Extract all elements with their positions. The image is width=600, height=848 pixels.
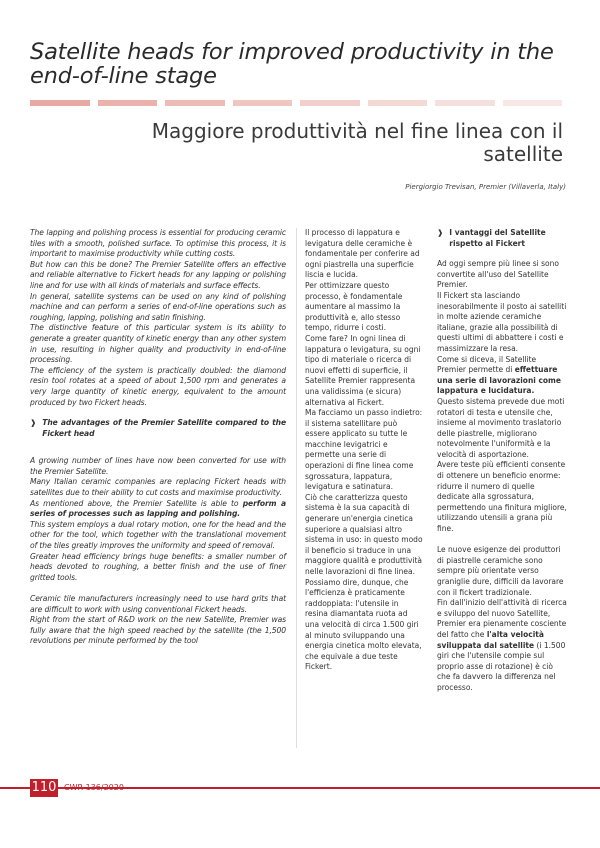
paragraph: Right from the start of R&D work on the new Satellite, Premier was fully aware that the high speed reached by the satellite (the 1,500 revolutions per minute performed by the tool [30, 615, 286, 646]
paragraph [30, 499, 286, 520]
text-run: As mentioned above, the Premier Satellite is able to [30, 498, 243, 508]
bold-text: effettuare una serie di lavorazioni come lappatura e lucidatura. [437, 365, 561, 396]
deco-segment [98, 100, 158, 106]
column-italian-2 [437, 228, 567, 694]
page-number: 110 [31, 780, 57, 795]
deco-segment [435, 100, 495, 106]
text-run: Come si diceva, il Satellite Premier permette di [437, 354, 537, 375]
column-english [30, 228, 286, 647]
paragraph: The lapping and polishing process is essential for producing ceramic tiles with a smooth, polished surface. To optimise this process, it is important to maximise productivity while cutting costs. [30, 228, 286, 259]
paragraph: Possiamo dire, dunque, che l'efficienza è praticamente raddoppiata: l'utensile in resina diamantata ruota ad una velocità di circa 1.500 giri al minuto sviluppando una energia cinetica molto elevata, che equivale a due teste Fickert. [305, 577, 422, 672]
bullet-icon: ❱ [30, 418, 37, 428]
paragraph: Ma facciamo un passo indietro: il sistema satellitare può essere applicato su tutte le macchine levigatrici e permette una serie di operazioni di fine linea come sgrossatura, lappatura, levigatura e satinatura. [305, 408, 423, 492]
author-byline: Piergiorgio Trevisan, Premier (Villaverla, Italy) [405, 183, 566, 191]
paragraph [437, 598, 567, 693]
deco-segment [165, 100, 225, 106]
column-italian-1 [305, 228, 423, 673]
paragraph: This system employs a dual rotary motion, one for the head and the other for the tool, which together with the translational movement of the tiles greatly improves the uniformity and speed of removal. [30, 519, 286, 551]
paragraph: Il Fickert sta lasciando inesorabilmente il posto ai satelliti in molte aziende ceramiche italiane, grazie alla possibilità di questi ultimi di abbattere i costi e massimizzare la resa. [437, 290, 567, 353]
subheading [30, 418, 286, 439]
paragraph: In general, satellite systems can be used on any kind of polishing machine and can perform a series of end-of-line operations such as roughing, lapping, polishing and satin finishing. [30, 291, 286, 322]
deco-segment [30, 100, 90, 106]
text-run: Fin dall'inizio dell'attività di ricerca e sviluppo del nuovo Satellite, Premier era pienamente cosciente del fatto che [437, 598, 567, 639]
bold-text: perform a series of processes such as lapping and polishing. [30, 498, 286, 519]
deco-segment [503, 100, 563, 106]
bullet-icon: ❱ [437, 228, 444, 237]
paragraph: Greater head efficiency brings huge benefits: a smaller number of heads devoted to roughing, a better finish and the use of finer gritted tools. [30, 551, 286, 582]
decorative-bar-strip [30, 100, 562, 106]
deco-segment [300, 100, 360, 106]
paragraph: A growing number of lines have now been converted for use with the Premier Satellite. [30, 456, 286, 476]
paragraph [437, 355, 567, 397]
paragraph: Many Italian ceramic companies are replacing Fickert heads with satellites due to their ability to cut costs and maximise productivity. [30, 477, 286, 498]
journal-issue: CWR 136/2020 [64, 783, 124, 792]
title-italian: Maggiore produttività nel fine linea con il satellite [151, 119, 563, 166]
subheading [437, 228, 567, 249]
subheading-text: I vantaggi del Satellite rispetto al Fickert [449, 228, 546, 248]
paragraph: Il processo di lappatura e levigatura delle ceramiche è fondamentale per conferire ad ogni piastrella una superficie liscia e lucida. [305, 228, 420, 280]
title-english: Satellite heads for improved productivity in the end-of-line stage [30, 39, 554, 89]
paragraph: Ad oggi sempre più linee si sono convertite all'uso del Satellite Premier. [437, 259, 559, 290]
bold-text: l'alta velocità sviluppata dal satellite [437, 629, 544, 650]
paragraph: Per ottimizzare questo processo, è fondamentale aumentare al massimo la produttività e, allo stesso tempo, ridurre i costi. [305, 280, 403, 333]
subheading-text: The advantages of the Premier Satellite compared to the Fickert head [42, 418, 286, 438]
paragraph: Le nuove esigenze dei produttori di piastrelle ceramiche sono sempre più orientate verso graniglie dure, difficili da lavorare con il fickert tradizionale. [437, 545, 564, 597]
paragraph: Ceramic tile manufacturers increasingly need to use hard grits that are difficult to work with using conventional Fickert heads. [30, 594, 286, 614]
paragraph: But how can this be done? The Premier Satellite offers an effective and reliable alternative to Fickert heads for any lapping or polishing line and for use with all kinds of materials and surface effects. [30, 259, 286, 290]
paragraph: Come fare? In ogni linea di lappatura o levigatura, su ogni tipo di materiale o ricerca di nuovi effetti di superficie, il Satellite Premier rappresenta una validissima (e sicura) alternativa al Fickert. [305, 333, 421, 407]
paragraph: The efficiency of the system is practically doubled: the diamond resin tool rotates at a speed of about 1,500 rpm and generates a very large quantity of kinetic energy, equivalent to the amount produced by two Fickert heads. [30, 365, 286, 407]
paragraph: Ciò che caratterizza questo sistema è la sua capacità di generare un'energia cinetica superiore a qualsiasi altro sistema in uso: in questo modo il beneficio si traduce in una maggiore qualità e produttività nelle lavorazioni di fine linea. [305, 492, 423, 576]
paragraph: Questo sistema prevede due moti rotatori di testa e utensile che, insieme al movimento traslatorio delle piastrelle, migliorano notevolmente l'uniformità e la velocità di asportazione. [437, 396, 565, 459]
deco-segment [368, 100, 428, 106]
column-divider [296, 228, 297, 748]
text-run: (i 1.500 giri che l'utensile compie sul proprio asse di rotazione) è ciò che fa davvero la differenza nel processo. [437, 640, 566, 692]
paragraph: The distinctive feature of this particular system is its ability to generate a greater quantity of kinetic energy than any other system in use, resulting in higher quality and productivity in end-of-line processing. [30, 323, 286, 365]
deco-segment [233, 100, 293, 106]
paragraph: Avere teste più efficienti consente di ottenere un beneficio enorme: ridurre il numero di quelle dedicate alla sgrossatura, permettendo una finitura migliore, utilizzando utensili a grana più fine. [437, 460, 567, 534]
